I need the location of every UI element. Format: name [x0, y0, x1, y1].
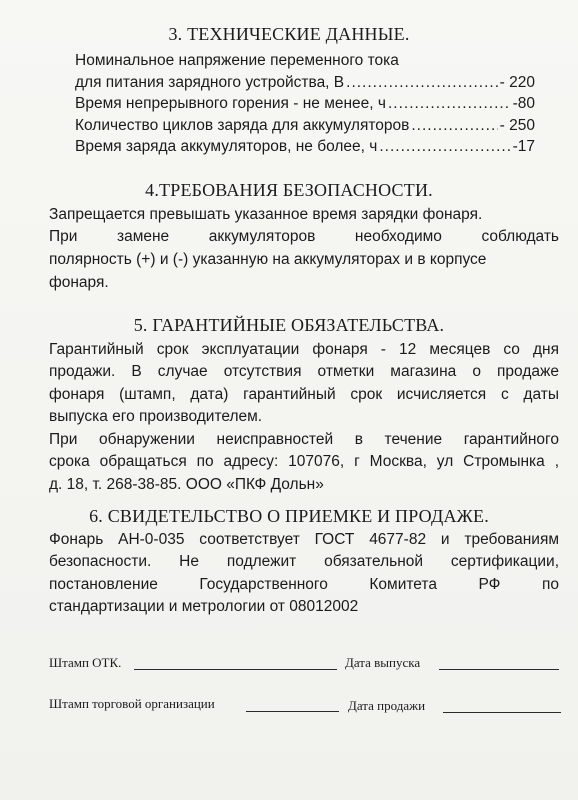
- spec-label: Время непрерывного горения - не менее, ч: [75, 95, 386, 112]
- safety-heading: 4.ТРЕБОВАНИЯ БЕЗОПАСНОСТИ.: [145, 180, 433, 200]
- warranty-line: выпуска его производителем.: [49, 408, 263, 425]
- certificate-line: постановление Государственного Комитета РФ по: [49, 576, 559, 593]
- safety-line: фонаря.: [49, 274, 109, 291]
- warranty-line: срока обращаться по адресу: 107076, г Москва, ул Стромынка ,: [49, 453, 559, 470]
- spec-value: -17: [512, 138, 535, 155]
- otk-stamp-label: Штамп ОТК.: [49, 655, 122, 670]
- trade-stamp-label: Штамп торговой организации: [49, 696, 215, 711]
- warranty-line: При обнаружении неисправностей в течение гарантийного: [49, 431, 559, 448]
- dot-leader: [346, 74, 498, 92]
- tech-line-1: [75, 52, 535, 74]
- spec-row: [75, 95, 535, 117]
- safety-line: Запрещается превышать указанное время зарядки фонаря.: [49, 206, 483, 223]
- spec-value: -80: [512, 95, 535, 112]
- spec-row: [75, 74, 535, 96]
- spec-label: для питания зарядного устройства, В: [75, 73, 345, 91]
- warranty-line: фонаря (штамп, дата) гарантийный срок исчисляется с даты: [49, 386, 559, 403]
- spec-label: Время заряда аккумуляторов, не более, ч: [75, 138, 378, 155]
- safety-line: При замене аккумуляторов необходимо соблюдать: [49, 228, 559, 245]
- spec-label: Количество циклов заряда для аккумуляторов: [75, 116, 410, 134]
- sale-date-field[interactable]: [443, 712, 561, 713]
- tech-heading: 3. ТЕХНИЧЕСКИЕ ДАННЫЕ.: [168, 24, 410, 44]
- warranty-line: Гарантийный срок эксплуатации фонаря - 12 месяцев со дня: [49, 341, 559, 358]
- spec-row: [75, 138, 535, 160]
- spec-value: - 220: [499, 73, 535, 91]
- otk-stamp-field[interactable]: [134, 669, 337, 670]
- certificate-heading: 6. СВИДЕТЕЛЬСТВО О ПРИЕМКЕ И ПРОДАЖЕ.: [89, 506, 489, 526]
- certificate-line: безопасности. Не подлежит обязательной сертификации,: [49, 553, 559, 570]
- dot-leader: [379, 138, 510, 156]
- warranty-line: продажи. В случае отсутствия отметки магазина о продаже: [49, 363, 559, 380]
- warranty-line: д. 18, т. 268-38-85. ООО «ПКФ Дольн»: [49, 476, 324, 493]
- spec-value: - 250: [499, 116, 535, 134]
- release-date-label: Дата выпуска: [345, 655, 421, 670]
- safety-line: полярность (+) и (-) указанную на аккумуляторах и в корпусе: [49, 251, 487, 268]
- dot-leader: [411, 117, 497, 135]
- tech-line-1-text: Номинальное напряжение переменного тока: [75, 52, 399, 69]
- trade-stamp-field[interactable]: [246, 711, 339, 712]
- sale-date-label: Дата продажи: [348, 698, 426, 713]
- certificate-line: Фонарь АН-0-035 соответствует ГОСТ 4677-82 и требованиям: [49, 531, 559, 548]
- release-date-field[interactable]: [439, 669, 559, 670]
- spec-row: [75, 117, 535, 139]
- dot-leader: [388, 95, 511, 113]
- tech-spec-list: [75, 52, 535, 160]
- certificate-line: стандартизации и метрологии от 08012002: [49, 598, 359, 615]
- warranty-heading: 5. ГАРАНТИЙНЫЕ ОБЯЗАТЕЛЬСТВА.: [133, 315, 445, 335]
